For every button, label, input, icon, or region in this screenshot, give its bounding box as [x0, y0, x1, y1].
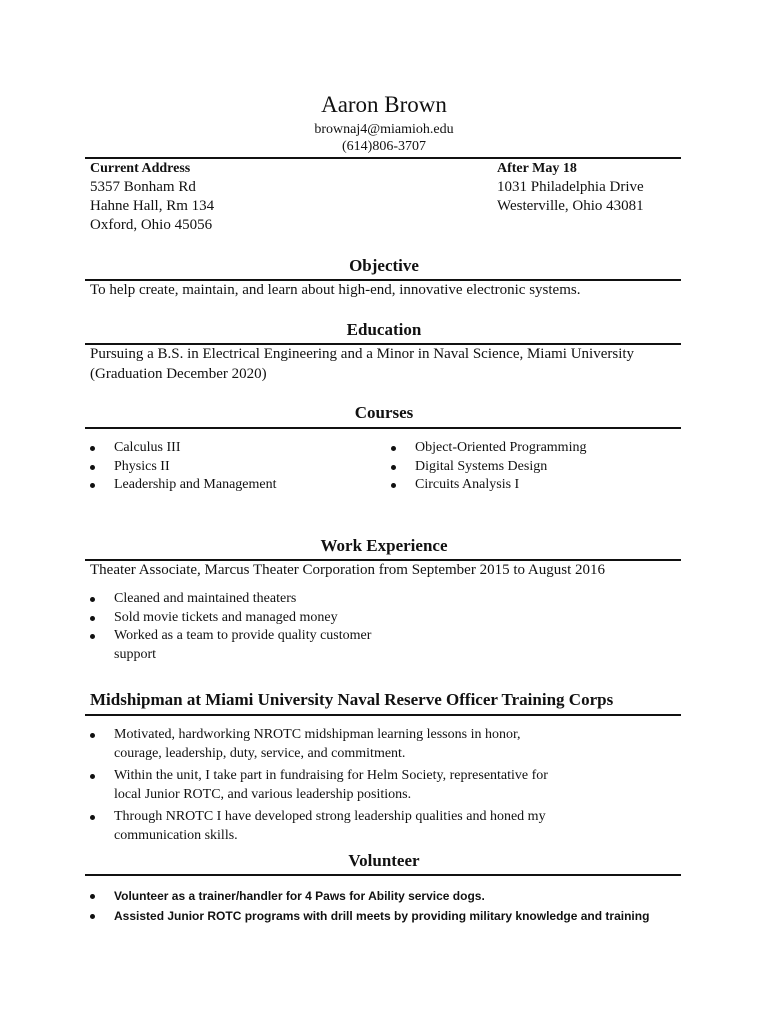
work-heading: Work Experience: [320, 536, 448, 555]
after-address-label: After May 18: [497, 161, 577, 176]
work-bullets: [85, 590, 371, 664]
list-item: [85, 767, 548, 804]
resume-name: Aaron Brown: [321, 92, 447, 117]
bullet-text: communication skills.: [114, 827, 238, 843]
course-name: Physics II: [114, 458, 170, 474]
list-item: [85, 726, 548, 763]
list-item: [85, 476, 277, 495]
bullet-icon: [90, 465, 95, 470]
education-heading: Education: [346, 320, 422, 339]
work-position: Theater Associate, Marcus Theater Corporation from September 2015 to August 2016: [90, 562, 606, 578]
courses-left-list: [85, 439, 277, 495]
bullet-text: Motivated, hardworking NROTC midshipman learning lessons in honor,: [114, 727, 521, 742]
volunteer-bullets: [85, 886, 649, 926]
bullet-icon: [90, 446, 95, 451]
education-line: (Graduation December 2020): [90, 366, 267, 382]
bullet-text: Volunteer as a trainer/handler for 4 Paws for Ability service dogs.: [114, 889, 485, 903]
nrotc-divider: [85, 714, 681, 716]
phone-text: (614)806-3707: [342, 139, 426, 154]
list-item: [85, 886, 649, 906]
email-text: brownaj4@miamioh.edu: [314, 122, 454, 137]
bullet-text: Assisted Junior ROTC programs with drill meets by providing military knowledge and training: [114, 909, 650, 923]
list-item: [386, 439, 586, 458]
bullet-text: Cleaned and maintained theaters: [114, 591, 297, 606]
education-line: Pursuing a B.S. in Electrical Engineering and a Minor in Naval Science, Miami University: [90, 346, 635, 362]
courses-right-list: [386, 439, 586, 495]
nrotc-heading: Midshipman at Miami University Naval Reserve Officer Training Corps: [90, 690, 614, 709]
list-item: [85, 627, 371, 646]
bullet-text: Sold movie tickets and managed money: [114, 609, 338, 625]
bullet-icon: [391, 446, 396, 451]
bullet-icon: [90, 914, 95, 919]
course-name: Object-Oriented Programming: [415, 440, 587, 455]
objective-heading: Objective: [349, 256, 419, 275]
bullet-icon: [90, 616, 95, 621]
courses-heading: Courses: [354, 403, 414, 422]
after-address-line: 1031 Philadelphia Drive: [497, 179, 644, 195]
list-item: [386, 476, 586, 495]
objective-text: To help create, maintain, and learn about high-end, innovative electronic systems.: [90, 282, 581, 298]
course-name: Calculus III: [114, 440, 181, 455]
after-address-line: Westerville, Ohio 43081: [497, 198, 644, 214]
bullet-text: courage, leadership, duty, service, and commitment.: [114, 745, 406, 761]
list-item: [85, 609, 371, 628]
course-name: Circuits Analysis I: [415, 477, 520, 492]
course-name: Leadership and Management: [114, 477, 277, 492]
current-address-line: Oxford, Ohio 45056: [90, 217, 213, 233]
list-item: [386, 458, 586, 477]
bullet-text: Within the unit, I take part in fundraising for Helm Society, representative for: [114, 768, 548, 783]
list-item: [85, 439, 277, 458]
list-item: [85, 906, 649, 926]
list-item: [85, 458, 277, 477]
current-address-label: Current Address: [90, 161, 191, 176]
list-item: [85, 808, 548, 845]
nrotc-bullets: [85, 726, 548, 845]
bullet-text: Worked as a team to provide quality customer: [114, 628, 372, 643]
bullet-text: Through NROTC I have developed strong leadership qualities and honed my: [114, 809, 546, 824]
bullet-text: support: [114, 646, 156, 662]
bullet-icon: [391, 483, 396, 488]
bullet-icon: [391, 465, 396, 470]
bullet-icon: [90, 894, 95, 899]
bullet-icon: [90, 815, 95, 820]
bullet-icon: [90, 774, 95, 779]
current-address-line: 5357 Bonham Rd: [90, 179, 196, 195]
bullet-text: local Junior ROTC, and various leadership positions.: [114, 786, 412, 802]
bullet-icon: [90, 483, 95, 488]
list-item: [85, 590, 371, 609]
courses-divider: [85, 427, 681, 429]
list-item-continuation: [85, 646, 371, 665]
course-name: Digital Systems Design: [415, 458, 548, 474]
current-address-line: Hahne Hall, Rm 134: [90, 198, 215, 214]
bullet-icon: [90, 634, 95, 639]
bullet-icon: [90, 733, 95, 738]
volunteer-divider: [85, 874, 681, 876]
bullet-icon: [90, 597, 95, 602]
volunteer-heading: Volunteer: [348, 851, 420, 870]
